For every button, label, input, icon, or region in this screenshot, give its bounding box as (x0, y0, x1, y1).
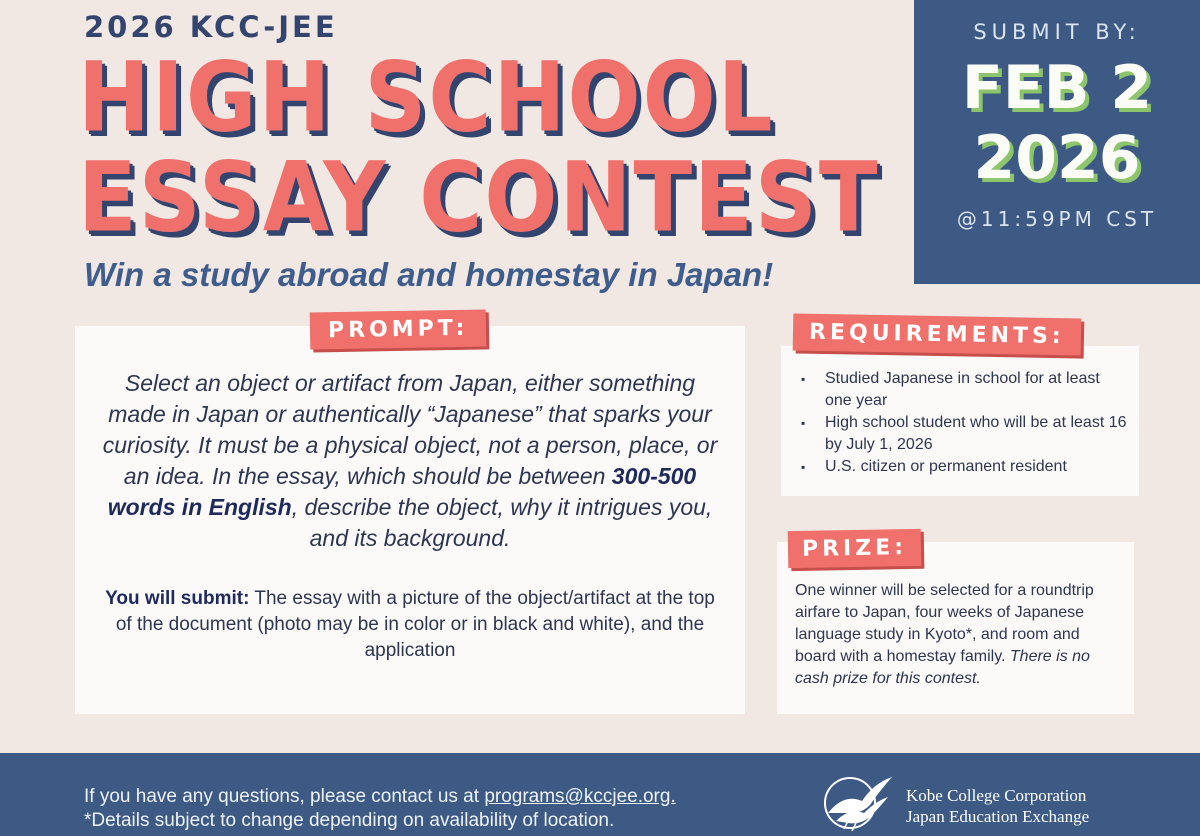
org-names (906, 785, 1089, 827)
crane-logo-icon (822, 775, 894, 831)
requirements-tag: REQUIREMENTS: (793, 313, 1081, 355)
prompt-word-count: 300-500 words in English (107, 463, 697, 520)
requirement-item: ▪ U.S. citizen or permanent resident (799, 456, 1129, 478)
disclaimer: *Details subject to change depending on availability of location. (84, 810, 615, 831)
contact-info (84, 785, 676, 833)
prompt-text (99, 368, 721, 554)
requirement-item: ▪ High school student who will be at least 16 by July 1, 2026 (799, 412, 1129, 456)
contact-prefix: If you have any questions, please contact us at (84, 786, 485, 807)
tagline: Win a study abroad and homestay in Japan! (84, 256, 774, 293)
deadline-date-line-1: FEB 2 (961, 53, 1153, 123)
submit-label: You will submit: (105, 588, 250, 609)
prompt-tag: PROMPT: (310, 309, 487, 349)
title-line-2: ESSAY CONTEST (78, 142, 880, 255)
title-line-1: HIGH SCHOOL (78, 42, 775, 155)
prize-card (777, 542, 1134, 714)
event-eyebrow: 2026 KCC-JEE (84, 10, 338, 44)
requirements-card (781, 346, 1139, 496)
prompt-text-part-1: Select an object or artifact from Japan, either something made in Japan or authentically “Japanese” that sparks your curiosity. It must be a physical object, not a person, place, or an idea. In the essay, which should be between (102, 370, 718, 489)
org-name-line-2: Japan Education Exchange (906, 807, 1090, 826)
submit-text: The essay with a picture of the object/artifact at the top of the document (photo may be in color or in black and white), and the application (115, 588, 715, 661)
requirements-list (799, 368, 1129, 478)
prize-text: One winner will be selected for a roundtrip airfare to Japan, four weeks of Japanese language study in Kyoto*, and room and board with a homestay family. (795, 582, 1094, 665)
footer (0, 753, 1200, 836)
prize-note: There is no cash prize for this contest. (795, 648, 1090, 687)
prize-description (795, 580, 1115, 690)
contact-line (84, 785, 676, 809)
deadline-date-line-2: 2026 (973, 122, 1141, 193)
email-link[interactable]: programs@kccjee.org. (484, 786, 676, 807)
prompt-card (75, 326, 745, 714)
deadline-panel (914, 0, 1200, 284)
prize-tag: PRIZE: (788, 529, 922, 568)
submit-instructions (99, 586, 721, 664)
deadline-time: @11:59PM CST (956, 207, 1158, 232)
requirement-item: ▪ Studied Japanese in school for at least one year (799, 368, 1129, 412)
org-name-line-1: Kobe College Corporation (906, 786, 1087, 805)
deadline-label: SUBMIT BY: (973, 20, 1141, 44)
prompt-text-part-2: , describe the object, why it intrigues you, and its background. (291, 494, 713, 551)
